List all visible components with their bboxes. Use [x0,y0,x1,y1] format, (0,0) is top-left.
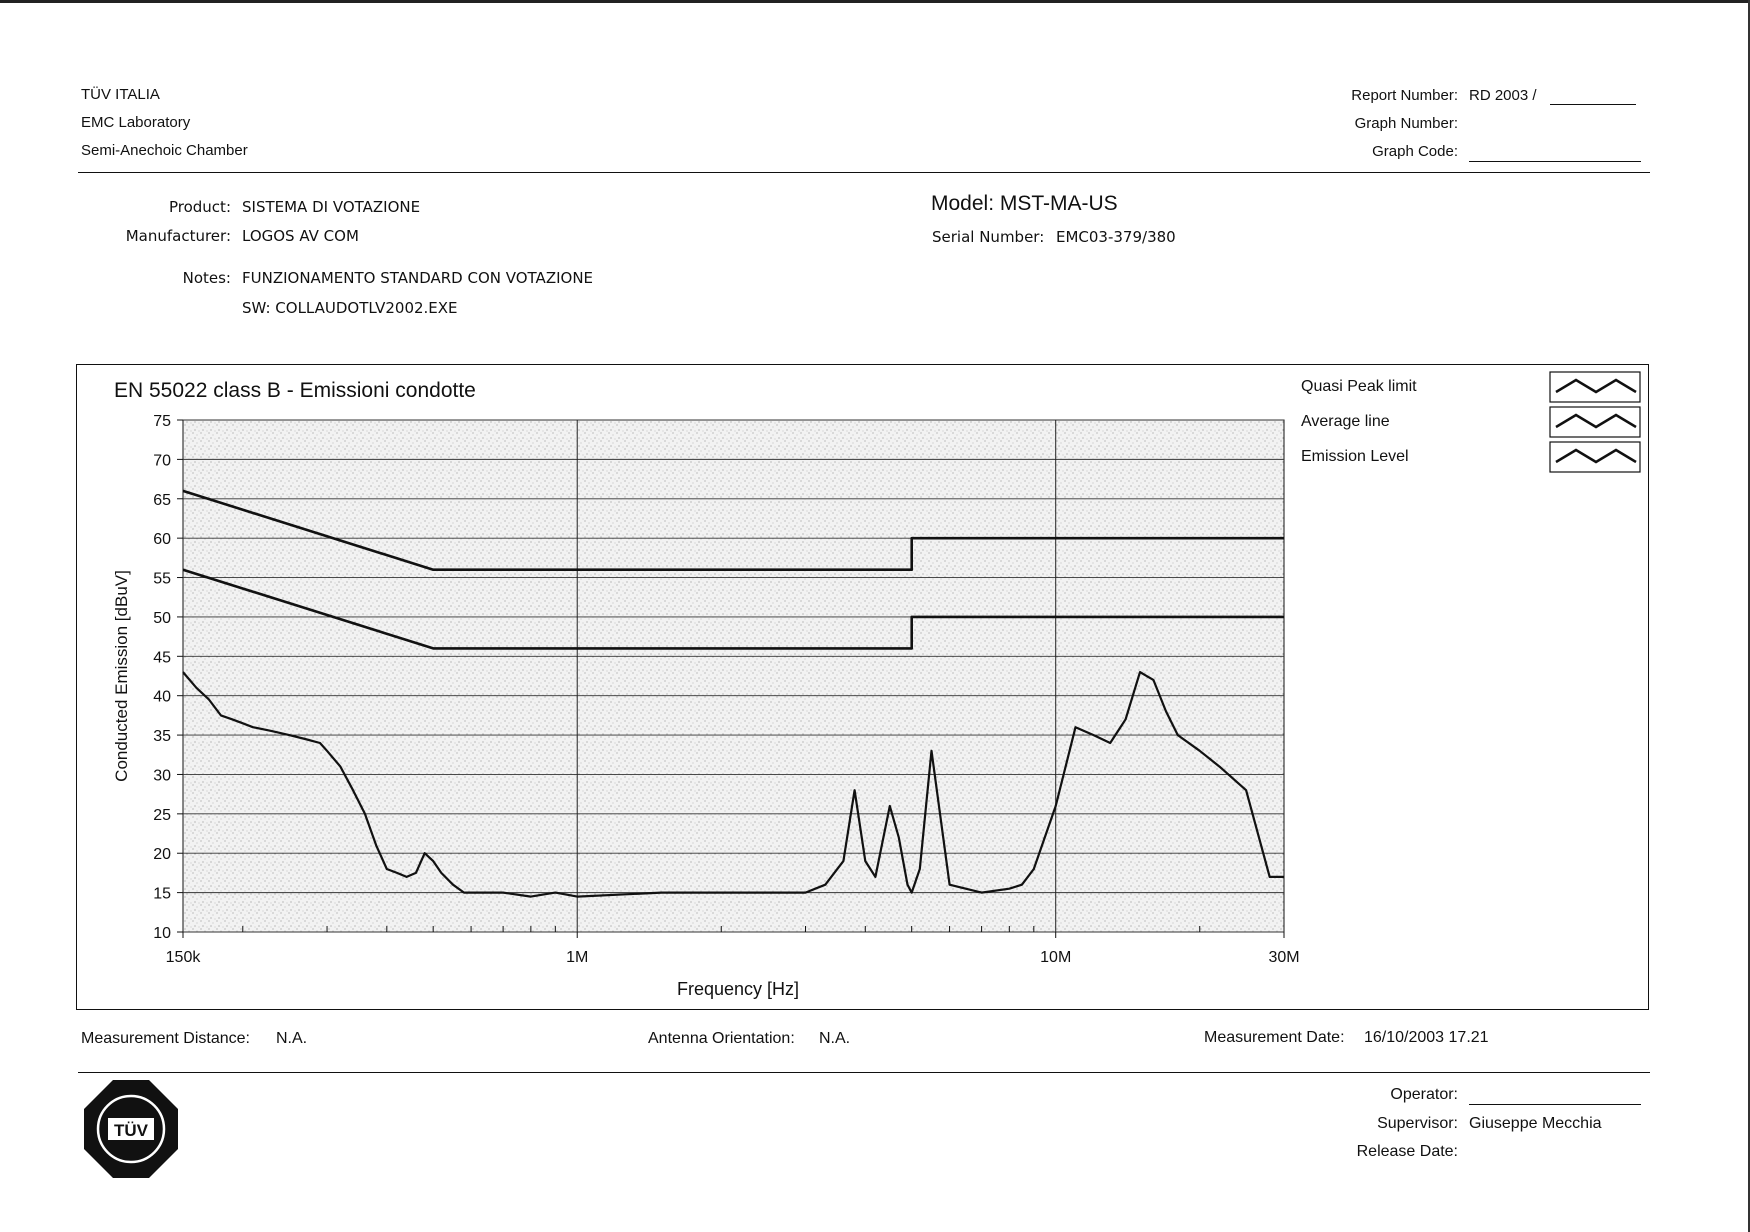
x-tick-label: 1M [566,949,589,966]
supervisor-value: Giuseppe Mecchia [1469,1115,1602,1132]
notes-line-2: SW: COLLAUDOTLV2002.EXE [242,299,458,317]
y-tick-label: 55 [153,570,171,588]
y-tick-label: 10 [153,925,171,942]
org-lab: EMC Laboratory [81,114,191,131]
y-tick-label: 75 [153,413,171,430]
y-tick-label: 45 [153,649,171,667]
notes-label: Notes: [182,269,231,287]
measurement-distance-label: Measurement Distance: [81,1030,250,1047]
operator-label: Operator: [1390,1086,1458,1103]
plot-area [183,420,1284,932]
y-tick-label: 70 [153,452,171,470]
serial-label: Serial Number: [932,228,1045,246]
x-tick-label: 30M [1268,949,1300,966]
graph-code-label: Graph Code: [1372,143,1458,160]
legend-label: Quasi Peak limit [1301,378,1417,395]
notes-line-1: FUNZIONAMENTO STANDARD CON VOTAZIONE [242,269,594,287]
serial-value: EMC03-379/380 [1056,228,1176,246]
org-name: TÜV ITALIA [81,86,160,103]
y-tick-label: 25 [153,806,171,824]
tuv-logo [78,1076,184,1182]
y-axis-label: Conducted Emission [dBuV] [112,570,131,782]
antenna-orientation-label: Antenna Orientation: [648,1030,795,1047]
manufacturer-label: Manufacturer: [125,227,231,245]
x-tick-label: 150k [165,949,201,966]
operator-underline [1469,1104,1641,1105]
org-chamber: Semi-Anechoic Chamber [81,142,248,159]
y-tick-label: 35 [153,728,171,746]
legend-label: Average line [1301,413,1390,430]
y-tick-label: 65 [153,491,171,509]
y-tick-label: 30 [153,767,171,785]
model: Model: MST-MA-US [931,192,1118,215]
product-value: SISTEMA DI VOTAZIONE [242,198,421,216]
x-tick-label: 10M [1040,949,1072,966]
y-tick-label: 50 [153,609,171,627]
measurement-date-value: 16/10/2003 17.21 [1364,1029,1489,1046]
chart-title: EN 55022 class B - Emissioni condotte [114,379,476,402]
report-number-label: Report Number: [1351,87,1458,104]
supervisor-label: Supervisor: [1377,1115,1458,1132]
product-label: Product: [168,198,231,216]
manufacturer-value: LOGOS AV COM [242,227,359,245]
y-tick-label: 40 [153,688,171,706]
legend-label: Emission Level [1301,448,1409,465]
measurement-distance-value: N.A. [276,1030,308,1047]
y-tick-label: 60 [153,531,171,549]
y-tick-label: 20 [153,846,171,864]
antenna-orientation-value: N.A. [819,1030,851,1047]
tuv-logo-text: TÜV [114,1121,148,1140]
x-axis-label: Frequency [Hz] [676,979,800,999]
measurement-date-label: Measurement Date: [1204,1029,1345,1046]
graph-number-label: Graph Number: [1354,115,1458,132]
report-number-value: RD 2003 / [1469,87,1537,104]
y-tick-label: 15 [153,885,171,903]
footer-rule [78,1072,1650,1073]
release-date-label: Release Date: [1356,1143,1458,1160]
